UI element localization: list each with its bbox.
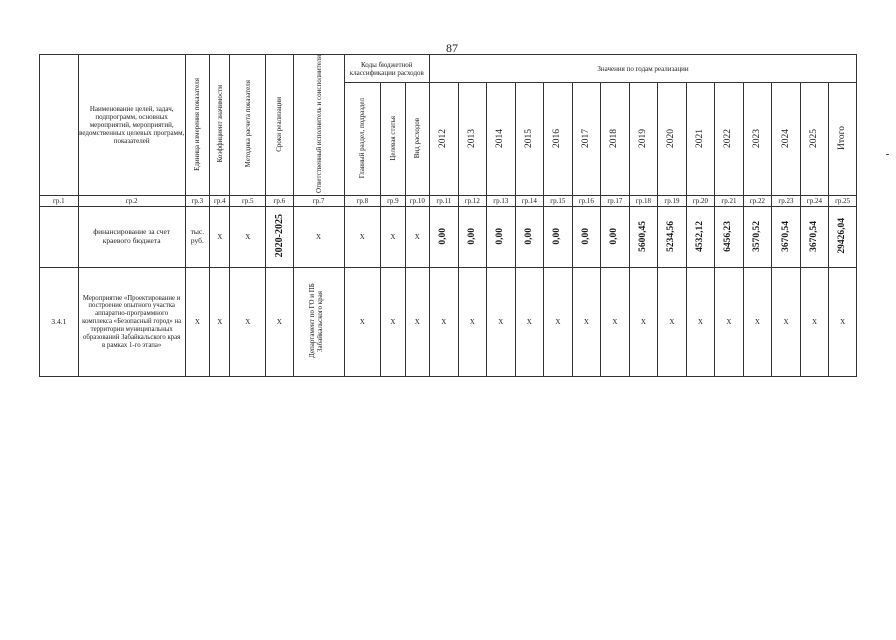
scan-mark xyxy=(886,154,889,155)
column-number: гр.12 xyxy=(458,196,487,207)
column-number: гр.3 xyxy=(185,196,209,207)
header-year: 2023 xyxy=(743,83,772,196)
column-number: гр.24 xyxy=(800,196,829,207)
row-code-expense: Х xyxy=(405,207,429,268)
column-number: гр.25 xyxy=(829,196,857,207)
row-executor: Х xyxy=(293,207,344,268)
header-year: 2019 xyxy=(629,83,658,196)
column-number: гр.4 xyxy=(210,196,230,207)
column-number: гр.20 xyxy=(686,196,715,207)
value-cell: Х xyxy=(629,268,658,377)
header-year: 2022 xyxy=(715,83,744,196)
value-cell: 5600,45 xyxy=(629,207,658,268)
header-year: 2024 xyxy=(772,83,801,196)
header-year: 2017 xyxy=(572,83,601,196)
header-values-group: Значения по годам реализации xyxy=(430,55,857,83)
header-name: Наименование целей, задач, подпрограмм, основных мероприятий, мероприятий, ведомственных целевых программ, показателей xyxy=(78,55,185,196)
column-number: гр.17 xyxy=(601,196,630,207)
value-cell: Х xyxy=(515,268,544,377)
row-name: финансирование за счет краевого бюджета xyxy=(78,207,185,268)
header-year: 2015 xyxy=(515,83,544,196)
header-total: Итого xyxy=(829,83,857,196)
measure-row xyxy=(40,268,857,377)
header-year: 2012 xyxy=(430,83,459,196)
column-number: гр.10 xyxy=(405,196,429,207)
total-cell: Х xyxy=(829,268,857,377)
column-number: гр.6 xyxy=(266,196,294,207)
column-number: гр.1 xyxy=(40,196,79,207)
value-cell: 0,00 xyxy=(430,207,459,268)
row-unit: тыс. руб. xyxy=(185,207,209,268)
header-coef: Коэффициент значимости xyxy=(210,55,230,196)
row-code-section: Х xyxy=(344,207,381,268)
value-cell: Х xyxy=(572,268,601,377)
column-number: гр.16 xyxy=(572,196,601,207)
header-year: 2013 xyxy=(458,83,487,196)
page-number: 87 xyxy=(446,41,458,55)
header-year: 2021 xyxy=(686,83,715,196)
value-cell: Х xyxy=(686,268,715,377)
header-year: 2020 xyxy=(658,83,687,196)
row-code-target: Х xyxy=(381,268,405,377)
header-method: Методика расчета показателя xyxy=(230,55,266,196)
column-number: гр.13 xyxy=(487,196,516,207)
value-cell: Х xyxy=(430,268,459,377)
value-cell: Х xyxy=(715,268,744,377)
column-number: гр.8 xyxy=(344,196,381,207)
column-number: гр.21 xyxy=(715,196,744,207)
column-number: гр.7 xyxy=(293,196,344,207)
value-cell: 0,00 xyxy=(601,207,630,268)
header-code-section: Главный раздел, подраздел xyxy=(344,83,381,196)
row-number xyxy=(40,207,79,268)
header-year: 2014 xyxy=(487,83,516,196)
row-executor: Департамент по ГО и ПБ Забайкальского края xyxy=(293,268,344,377)
value-cell: 0,00 xyxy=(572,207,601,268)
column-number: гр.11 xyxy=(430,196,459,207)
column-number: гр.15 xyxy=(544,196,573,207)
financing-row xyxy=(40,207,857,268)
row-code-expense: Х xyxy=(405,268,429,377)
value-cell: 0,00 xyxy=(515,207,544,268)
value-cell: 3670,54 xyxy=(772,207,801,268)
value-cell: Х xyxy=(772,268,801,377)
row-name: Мероприятие «Проектирование и построение опытного участка аппаратно-программного комплекса «Безопасный город» на территории муниципальных образований Забайкальского края в рамках 1-го этапа» xyxy=(78,268,185,377)
column-number: гр.5 xyxy=(230,196,266,207)
header-number xyxy=(40,55,79,196)
row-code-target: Х xyxy=(381,207,405,268)
value-cell: Х xyxy=(743,268,772,377)
row-method: Х xyxy=(230,207,266,268)
column-number: гр.18 xyxy=(629,196,658,207)
value-cell: Х xyxy=(487,268,516,377)
header-executor: Ответственный исполнитель и соисполнители xyxy=(293,55,344,196)
column-number: гр.14 xyxy=(515,196,544,207)
row-unit: Х xyxy=(185,268,209,377)
value-cell: 3570,52 xyxy=(743,207,772,268)
column-number: гр.19 xyxy=(658,196,687,207)
column-number: гр.23 xyxy=(772,196,801,207)
header-unit: Единица измерения показателя xyxy=(185,55,209,196)
header-codes-group: Коды бюджетной классификации расходов xyxy=(344,55,430,83)
header-code-expense: Вид расходов xyxy=(405,83,429,196)
header-year: 2025 xyxy=(800,83,829,196)
value-cell: 0,00 xyxy=(458,207,487,268)
value-cell: Х xyxy=(800,268,829,377)
value-cell: Х xyxy=(601,268,630,377)
header-terms: Сроки реализации xyxy=(266,55,294,196)
total-cell: 29426,04 xyxy=(829,207,857,268)
row-coef: Х xyxy=(210,207,230,268)
value-cell: 0,00 xyxy=(544,207,573,268)
row-terms: 2020-2025 xyxy=(266,207,294,268)
row-code-section: Х xyxy=(344,268,381,377)
value-cell: 6456,23 xyxy=(715,207,744,268)
row-coef: Х xyxy=(210,268,230,377)
value-cell: 0,00 xyxy=(487,207,516,268)
program-table xyxy=(39,54,857,377)
value-cell: Х xyxy=(458,268,487,377)
column-number: гр.2 xyxy=(78,196,185,207)
row-terms: Х xyxy=(266,268,294,377)
value-cell: 3670,54 xyxy=(800,207,829,268)
column-numbers-row xyxy=(40,196,857,207)
value-cell: Х xyxy=(658,268,687,377)
header-code-target: Целевая статья xyxy=(381,83,405,196)
value-cell: 5234,56 xyxy=(658,207,687,268)
column-number: гр.22 xyxy=(743,196,772,207)
value-cell: Х xyxy=(544,268,573,377)
header-year: 2018 xyxy=(601,83,630,196)
column-number: гр.9 xyxy=(381,196,405,207)
header-year: 2016 xyxy=(544,83,573,196)
row-method: Х xyxy=(230,268,266,377)
header-row-top xyxy=(40,55,857,83)
value-cell: 4532,12 xyxy=(686,207,715,268)
row-number: 3.4.1 xyxy=(40,268,79,377)
